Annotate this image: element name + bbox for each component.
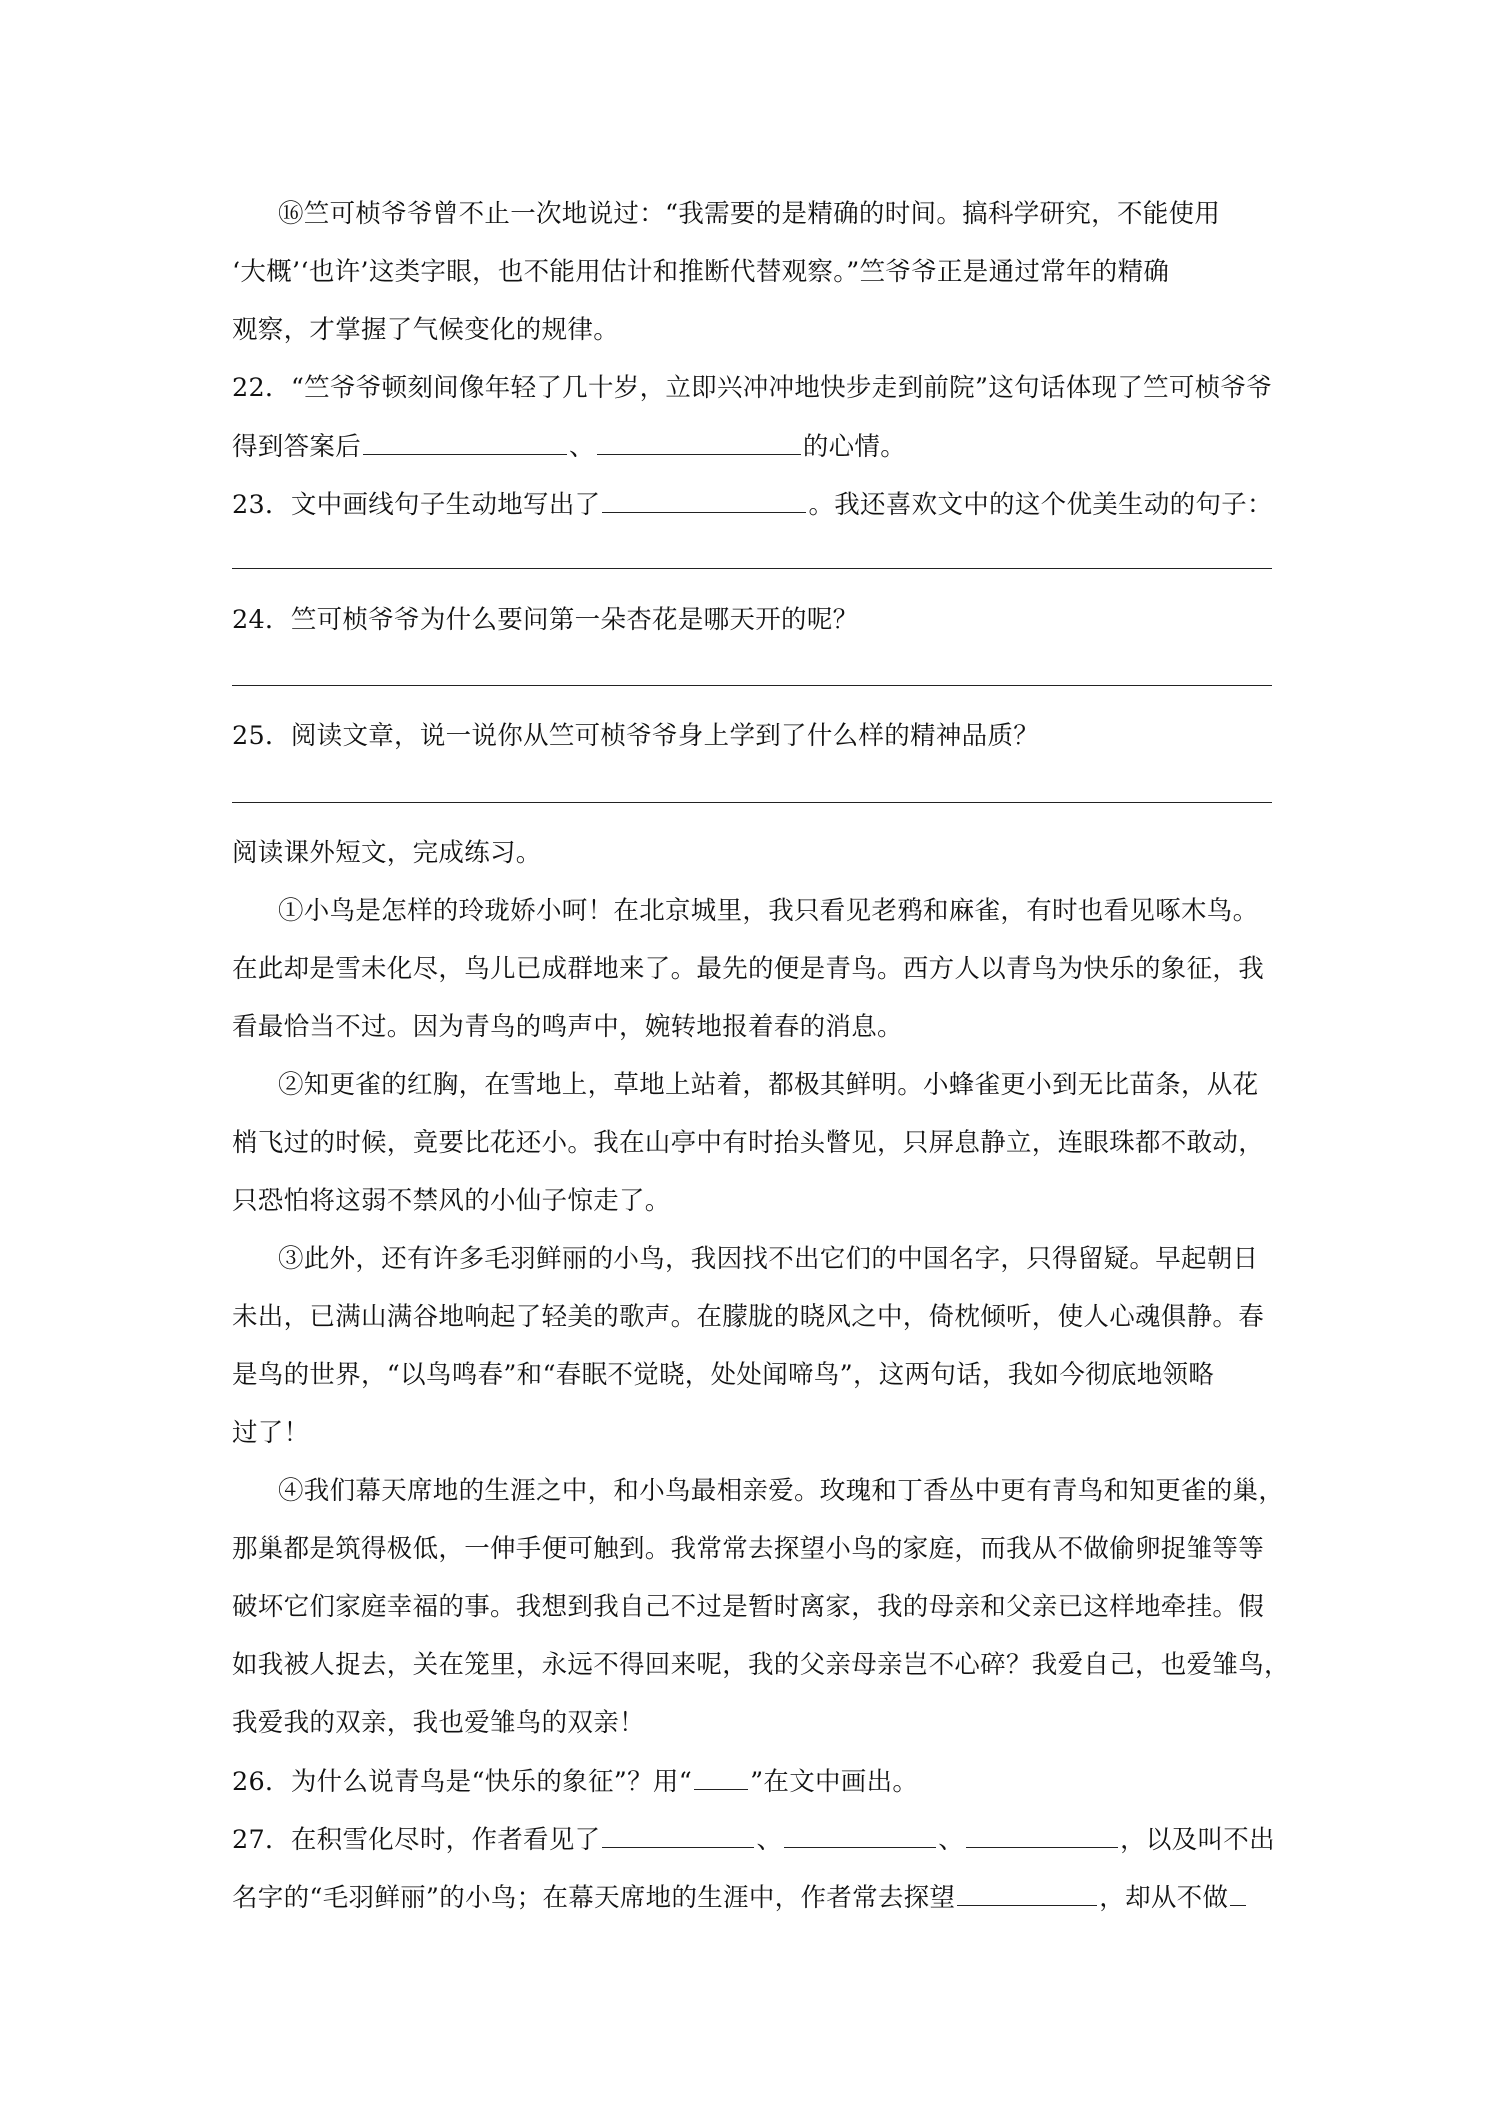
answer-blank[interactable] xyxy=(1230,1879,1246,1906)
question-27-text-a: 27．在积雪化尽时，作者看见了 xyxy=(232,1825,601,1855)
paragraph-1-line-3: 看最恰当不过。因为青鸟的鸣声中，婉转地报着春的消息。 xyxy=(232,1012,903,1042)
question-27-line-2 xyxy=(232,1879,1272,1916)
underline-sample xyxy=(694,1763,748,1790)
paragraph-1-line-1: ①小鸟是怎样的玲珑娇小呵！在北京城里，我只看见老鸦和麻雀，有时也看见啄木鸟。 xyxy=(278,896,1259,926)
section-heading: 阅读课外短文，完成练习。 xyxy=(232,838,542,868)
question-22-text-b: 的心情。 xyxy=(802,432,907,462)
question-27-text-f: ，却从不做 xyxy=(1099,1883,1229,1913)
question-22-text-a: 得到答案后 xyxy=(232,432,362,462)
question-26 xyxy=(232,1763,1272,1800)
paragraph-4-line-2: 那巢都是筑得极低，一伸手便可触到。我常常去探望小鸟的家庭，而我从不做偷卵捉雏等等 xyxy=(232,1534,1265,1564)
question-23-line xyxy=(232,486,1272,523)
paragraph-3-line-1: ③此外，还有许多毛羽鲜丽的小鸟，我因找不出它们的中国名字，只得留疑。早起朝日 xyxy=(278,1244,1259,1274)
separator: 、 xyxy=(569,432,595,462)
paragraph-4-line-4: 如我被人捉去，关在笼里，永远不得回来呢，我的父亲母亲岂不心碎？我爱自己，也爱雏鸟， xyxy=(232,1650,1290,1680)
paragraph-4-line-3: 破坏它们家庭幸福的事。我想到我自己不过是暂时离家，我的母亲和父亲已这样地牵挂。假 xyxy=(232,1592,1265,1622)
question-23-text-a: 23．文中画线句子生动地写出了 xyxy=(232,490,601,520)
paragraph-16-line-3: 观察，才掌握了气候变化的规律。 xyxy=(232,315,620,345)
question-23-text-b: 。我还喜欢文中的这个优美生动的句子： xyxy=(808,490,1273,520)
paragraph-4-line-1: ④我们幕天席地的生涯之中，和小鸟最相亲爱。玫瑰和丁香丛中更有青鸟和知更雀的巢， xyxy=(278,1476,1285,1506)
separator: 、 xyxy=(938,1825,965,1855)
paragraph-16-line-2: ‘大概’‘也许’这类字眼，也不能用估计和推断代替观察。”竺爷爷正是通过常年的精确 xyxy=(232,257,1170,287)
question-26-text-b: ”在文中画出。 xyxy=(750,1767,919,1797)
question-27-text-e: 名字的“毛羽鲜丽”的小鸟；在幕天席地的生涯中，作者常去探望 xyxy=(232,1883,956,1913)
paragraph-16-line-1: ⑯竺可桢爷爷曾不止一次地说过：“我需要的是精确的时间。搞科学研究，不能使用 xyxy=(278,199,1221,229)
separator: 、 xyxy=(756,1825,783,1855)
answer-blank[interactable] xyxy=(957,1879,1097,1906)
paragraph-3-line-4: 过了！ xyxy=(232,1418,310,1448)
answer-blank[interactable] xyxy=(363,428,567,455)
question-25: 25．阅读文章，说一说你从竺可桢爷爷身上学到了什么样的精神品质？ xyxy=(232,721,1040,751)
question-27-line-1 xyxy=(232,1821,1275,1858)
question-22-line-1: 22．“竺爷爷顿刻间像年轻了几十岁，立即兴冲冲地快步走到前院”这句话体现了竺可桢爷爷 xyxy=(232,373,1273,403)
answer-blank[interactable] xyxy=(784,1821,936,1848)
answer-line[interactable] xyxy=(232,802,1272,803)
answer-line[interactable] xyxy=(232,568,1272,569)
paragraph-1-line-2: 在此却是雪未化尽，鸟儿已成群地来了。最先的便是青鸟。西方人以青鸟为快乐的象征，我 xyxy=(232,954,1265,984)
question-27-text-d: ，以及叫不出 xyxy=(1120,1825,1275,1855)
paragraph-2-line-2: 梢飞过的时候，竟要比花还小。我在山亭中有时抬头瞥见，只屏息静立，连眼珠都不敢动， xyxy=(232,1128,1265,1158)
paragraph-2-line-1: ②知更雀的红胸，在雪地上，草地上站着，都极其鲜明。小蜂雀更小到无比苗条，从花 xyxy=(278,1070,1259,1100)
paragraph-2-line-3: 只恐怕将这弱不禁风的小仙子惊走了。 xyxy=(232,1186,671,1216)
answer-line[interactable] xyxy=(232,685,1272,686)
paragraph-3-line-3: 是鸟的世界，“以鸟鸣春”和“春眠不觉晓，处处闻啼鸟”，这两句话，我如今彻底地领略 xyxy=(232,1360,1215,1390)
paragraph-3-line-2: 未出，已满山满谷地响起了轻美的歌声。在朦胧的晓风之中，倚枕倾听，使人心魂俱静。春 xyxy=(232,1302,1265,1332)
answer-blank[interactable] xyxy=(966,1821,1118,1848)
answer-blank[interactable] xyxy=(602,486,806,513)
question-24: 24．竺可桢爷爷为什么要问第一朵杏花是哪天开的呢？ xyxy=(232,605,859,635)
question-22-line-2 xyxy=(232,428,1272,465)
paragraph-4-line-5: 我爱我的双亲，我也爱雏鸟的双亲！ xyxy=(232,1708,645,1738)
question-26-text-a: 26．为什么说青鸟是“快乐的象征”？用“ xyxy=(232,1767,693,1797)
answer-blank[interactable] xyxy=(602,1821,754,1848)
answer-blank[interactable] xyxy=(597,428,801,455)
